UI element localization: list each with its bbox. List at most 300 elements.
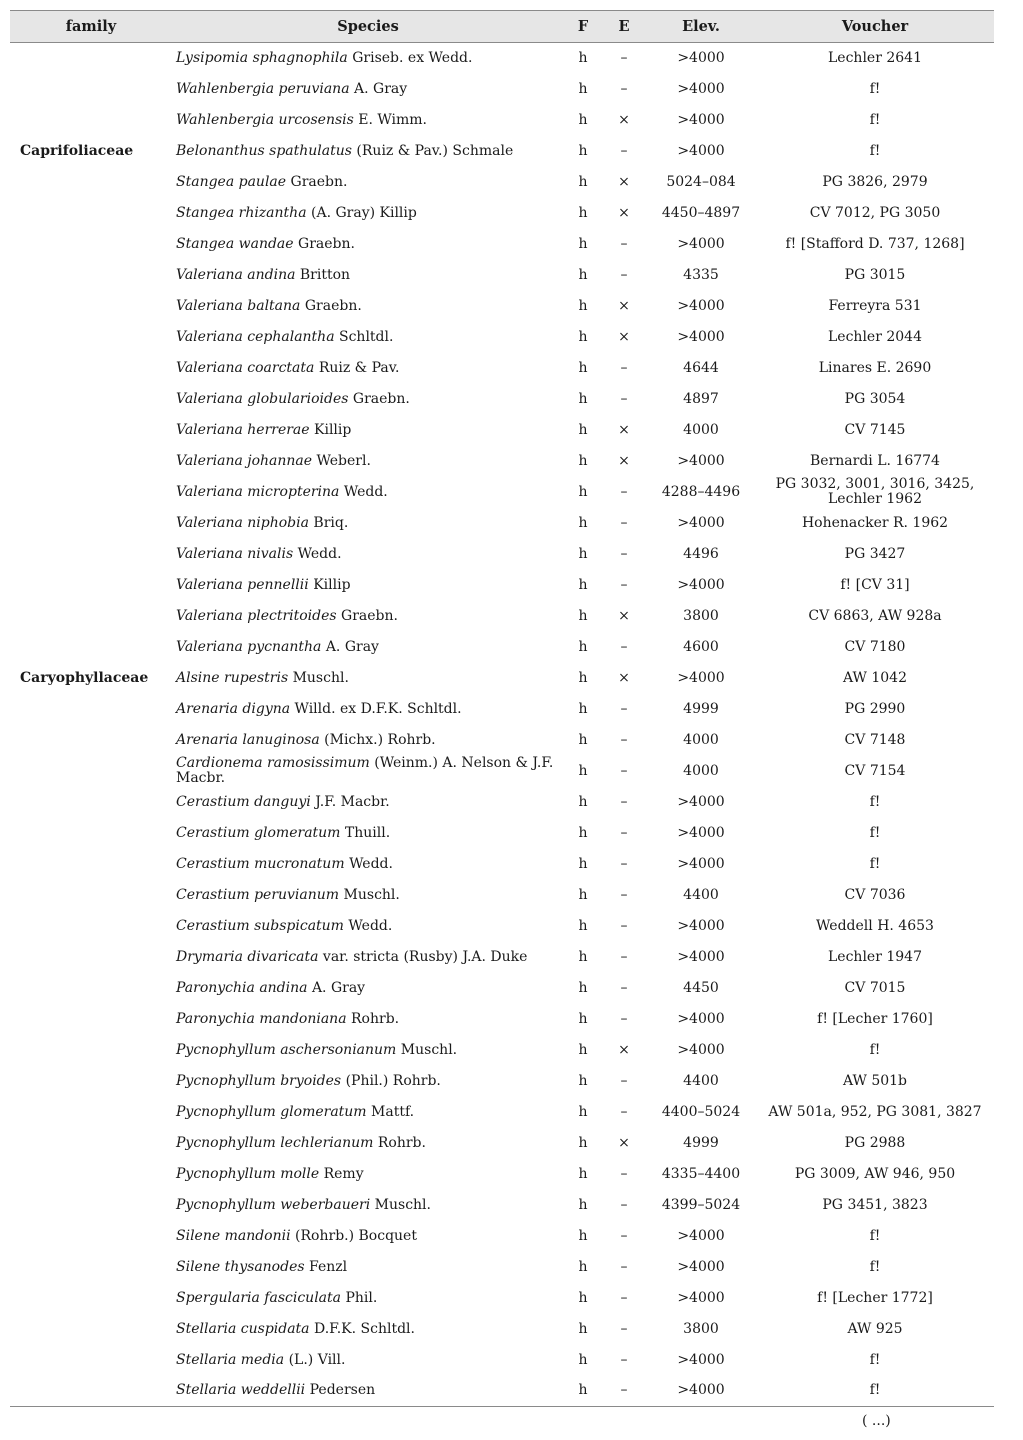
species-name: Valeriana pennellii xyxy=(176,576,309,593)
elevation-cell: 4644 xyxy=(683,359,719,376)
species-author: Muschl. xyxy=(400,1041,458,1058)
voucher-cell: Lechler 2044 xyxy=(828,328,922,345)
f-cell: h xyxy=(578,1165,588,1182)
species-cell xyxy=(172,1035,564,1066)
family-cell xyxy=(10,384,172,415)
f-cell: h xyxy=(578,390,588,407)
species-name: Valeriana andina xyxy=(176,266,296,283)
voucher-cell: CV 7180 xyxy=(844,638,906,655)
e-cell: – xyxy=(620,638,628,655)
voucher-cell: CV 7036 xyxy=(844,886,906,903)
table-row xyxy=(10,694,994,725)
e-cell: – xyxy=(620,545,628,562)
species-cell xyxy=(172,167,564,198)
species-name: Drymaria divaricata xyxy=(176,948,319,965)
family-cell: Caprifoliaceae xyxy=(20,142,134,159)
elevation-cell: >4000 xyxy=(677,297,725,314)
f-cell: h xyxy=(578,1258,588,1275)
table-header xyxy=(10,11,994,43)
species-cell xyxy=(172,1097,564,1128)
e-cell: – xyxy=(620,793,628,810)
f-cell: h xyxy=(578,1227,588,1244)
family-cell xyxy=(10,973,172,1004)
species-author: Briq. xyxy=(313,514,349,531)
elevation-cell: >4000 xyxy=(677,793,725,810)
voucher-cell: Bernardi L. 16774 xyxy=(810,452,940,469)
elevation-cell: >4000 xyxy=(677,576,725,593)
elevation-cell: 4450 xyxy=(683,979,719,996)
f-cell: h xyxy=(578,979,588,996)
e-cell: – xyxy=(620,1320,628,1337)
species-name: Silene mandonii xyxy=(176,1227,291,1244)
f-cell: h xyxy=(578,607,588,624)
table-row xyxy=(10,291,994,322)
table-row xyxy=(10,260,994,291)
f-cell: h xyxy=(578,731,588,748)
voucher-cell: f! [Lecher 1760] xyxy=(817,1010,933,1027)
table-row xyxy=(10,911,994,942)
species-name: Paronychia andina xyxy=(176,979,308,996)
family-cell xyxy=(10,570,172,601)
table-row xyxy=(10,1004,994,1035)
species-name: Stellaria cuspidata xyxy=(176,1320,310,1337)
species-author: Mattf. xyxy=(371,1103,415,1120)
species-author: J.F. Macbr. xyxy=(315,793,390,810)
voucher-cell: PG 3826, 2979 xyxy=(822,173,928,190)
family-cell xyxy=(10,1252,172,1283)
species-name: Wahlenbergia urcosensis xyxy=(176,111,354,128)
voucher-cell: f! [Stafford D. 737, 1268] xyxy=(785,235,965,252)
e-cell: – xyxy=(620,948,628,965)
f-cell: h xyxy=(578,359,588,376)
species-author: Graebn. xyxy=(290,173,348,190)
f-cell: h xyxy=(578,1289,588,1306)
e-cell: × xyxy=(618,297,630,314)
elevation-cell: >4000 xyxy=(677,948,725,965)
species-cell xyxy=(172,1190,564,1221)
species-cell xyxy=(172,415,564,446)
table-row xyxy=(10,1221,994,1252)
family-cell xyxy=(10,1066,172,1097)
f-cell: h xyxy=(578,142,588,159)
table-body xyxy=(10,43,994,1407)
voucher-cell: Lechler 2641 xyxy=(828,49,922,66)
species-name: Paronychia mandoniana xyxy=(176,1010,347,1027)
table-row xyxy=(10,818,994,849)
family-cell xyxy=(10,415,172,446)
species-name: Spergularia fasciculata xyxy=(176,1289,341,1306)
species-author: Pedersen xyxy=(309,1382,376,1399)
e-cell: × xyxy=(618,173,630,190)
voucher-cell: f! xyxy=(869,1227,881,1244)
species-author: (Phil.) Rohrb. xyxy=(345,1072,441,1089)
voucher-cell: CV 6863, AW 928a xyxy=(808,607,942,624)
species-cell xyxy=(172,849,564,880)
species-cell xyxy=(172,446,564,477)
species-name: Alsine rupestris xyxy=(176,669,289,686)
f-cell: h xyxy=(578,49,588,66)
family-cell xyxy=(10,1159,172,1190)
species-name: Cerastium peruvianum xyxy=(176,886,340,903)
table-row xyxy=(10,1097,994,1128)
elevation-cell: >4000 xyxy=(677,49,725,66)
f-cell: h xyxy=(578,762,588,779)
voucher-cell: PG 3032, 3001, 3016, 3425, Lechler 1962 xyxy=(775,476,975,507)
header-family: family xyxy=(10,11,172,43)
species-name: Valeriana johannae xyxy=(176,452,313,469)
species-name: Cerastium mucronatum xyxy=(176,855,345,872)
e-cell: – xyxy=(602,1376,646,1407)
e-cell: – xyxy=(620,824,628,841)
species-cell xyxy=(172,1376,564,1407)
elevation-cell: 4600 xyxy=(683,638,719,655)
species-author: Wedd. xyxy=(343,483,388,500)
species-cell xyxy=(172,632,564,663)
elevation-cell: 4400–5024 xyxy=(661,1103,741,1120)
species-cell xyxy=(172,43,564,74)
species-author: (L.) Vill. xyxy=(288,1351,346,1368)
e-cell: × xyxy=(618,669,630,686)
species-cell xyxy=(172,880,564,911)
species-name: Valeriana coarctata xyxy=(176,359,315,376)
family-cell xyxy=(10,880,172,911)
table-row xyxy=(10,508,994,539)
species-cell xyxy=(172,1314,564,1345)
voucher-cell: f! xyxy=(756,1376,994,1407)
species-cell xyxy=(172,136,564,167)
voucher-cell: PG 3015 xyxy=(844,266,906,283)
voucher-cell: CV 7148 xyxy=(844,731,906,748)
voucher-cell: PG 3427 xyxy=(844,545,906,562)
e-cell: × xyxy=(618,1134,630,1151)
species-cell xyxy=(172,756,564,787)
species-author: D.F.K. Schltdl. xyxy=(314,1320,415,1337)
voucher-cell: Hohenacker R. 1962 xyxy=(801,514,949,531)
family-cell xyxy=(10,43,172,74)
f-cell: h xyxy=(578,235,588,252)
species-name: Arenaria lanuginosa xyxy=(176,731,320,748)
elevation-cell: 4496 xyxy=(683,545,719,562)
family-cell xyxy=(10,1190,172,1221)
table-row xyxy=(10,601,994,632)
elevation-cell: >4000 xyxy=(677,80,725,97)
voucher-cell: PG 3009, AW 946, 950 xyxy=(794,1165,956,1182)
f-cell: h xyxy=(578,1010,588,1027)
table-row xyxy=(10,539,994,570)
species-cell xyxy=(172,105,564,136)
continued-indicator: ( ...) xyxy=(862,1413,891,1429)
e-cell: – xyxy=(620,979,628,996)
f-cell: h xyxy=(564,1376,602,1407)
species-author: Rohrb. xyxy=(351,1010,400,1027)
table-row xyxy=(10,725,994,756)
species-cell xyxy=(172,1221,564,1252)
header-e: E xyxy=(602,11,646,43)
table-row xyxy=(10,1066,994,1097)
voucher-cell: Weddell H. 4653 xyxy=(816,917,934,934)
voucher-cell: CV 7015 xyxy=(844,979,906,996)
species-name: Pycnophyllum lechlerianum xyxy=(176,1134,374,1151)
elevation-cell: >4000 xyxy=(677,1351,725,1368)
species-cell xyxy=(172,1159,564,1190)
elevation-cell: >4000 xyxy=(677,111,725,128)
family-cell xyxy=(10,74,172,105)
species-author: Weberl. xyxy=(316,452,371,469)
species-cell xyxy=(172,911,564,942)
species-author: Ruiz & Pav. xyxy=(318,359,400,376)
table-row xyxy=(10,446,994,477)
e-cell: – xyxy=(620,1103,628,1120)
species-author: Killip xyxy=(313,576,351,593)
table-row xyxy=(10,322,994,353)
elevation-cell: 4999 xyxy=(683,700,719,717)
voucher-cell: f! xyxy=(869,824,881,841)
family-cell xyxy=(10,725,172,756)
table-row xyxy=(10,43,994,74)
table-row xyxy=(10,229,994,260)
species-author: Graebn. xyxy=(298,235,355,252)
elevation-cell: 4335 xyxy=(683,266,719,283)
species-cell xyxy=(172,787,564,818)
species-author: Rohrb. xyxy=(377,1134,426,1151)
f-cell: h xyxy=(578,80,588,97)
table-row xyxy=(10,1345,994,1376)
e-cell: – xyxy=(620,917,628,934)
e-cell: × xyxy=(618,421,630,438)
voucher-cell: f! [CV 31] xyxy=(840,576,910,593)
e-cell: – xyxy=(620,235,628,252)
species-table xyxy=(10,10,994,1407)
f-cell: h xyxy=(578,948,588,965)
species-name: Valeriana globularioides xyxy=(176,390,349,407)
header-f: F xyxy=(564,11,602,43)
family-cell: Caryophyllaceae xyxy=(20,669,149,686)
species-name: Arenaria digyna xyxy=(176,700,291,717)
table-row xyxy=(10,1159,994,1190)
elevation-cell: >4000 xyxy=(677,328,725,345)
e-cell: – xyxy=(620,1072,628,1089)
e-cell: – xyxy=(620,1351,628,1368)
species-author: Schltdl. xyxy=(339,328,394,345)
species-cell xyxy=(172,1283,564,1314)
voucher-cell: AW 1042 xyxy=(842,669,907,686)
elevation-cell: >4000 xyxy=(677,514,725,531)
family-cell xyxy=(10,942,172,973)
elevation-cell: 4000 xyxy=(683,762,719,779)
family-cell xyxy=(10,260,172,291)
f-cell: h xyxy=(578,1320,588,1337)
voucher-cell: CV 7154 xyxy=(844,762,906,779)
family-cell xyxy=(10,229,172,260)
e-cell: – xyxy=(620,576,628,593)
table-row xyxy=(10,1035,994,1066)
f-cell: h xyxy=(578,638,588,655)
table-row xyxy=(10,973,994,1004)
species-name: Stangea paulae xyxy=(176,173,287,190)
f-cell: h xyxy=(578,204,588,221)
elevation-cell: >4000 xyxy=(677,1258,725,1275)
species-name: Valeriana plectritoides xyxy=(176,607,337,624)
table-row xyxy=(10,570,994,601)
voucher-cell: CV 7145 xyxy=(844,421,906,438)
f-cell: h xyxy=(578,421,588,438)
e-cell: – xyxy=(620,731,628,748)
f-cell: h xyxy=(578,328,588,345)
species-author: Phil. xyxy=(345,1289,378,1306)
family-cell xyxy=(10,446,172,477)
e-cell: – xyxy=(620,80,628,97)
e-cell: – xyxy=(620,483,628,500)
species-cell xyxy=(172,229,564,260)
species-cell xyxy=(172,477,564,508)
voucher-cell: PG 3054 xyxy=(844,390,906,407)
elevation-cell: >4000 xyxy=(677,917,725,934)
voucher-cell: AW 501b xyxy=(842,1072,908,1089)
species-name: Stangea wandae xyxy=(176,235,294,252)
header-voucher: Voucher xyxy=(756,11,994,43)
species-cell xyxy=(172,973,564,1004)
elevation-cell: 3800 xyxy=(683,1320,719,1337)
e-cell: – xyxy=(620,1196,628,1213)
elevation-cell: 4400 xyxy=(683,1072,719,1089)
species-author: Remy xyxy=(323,1165,364,1182)
f-cell: h xyxy=(578,514,588,531)
header-species: Species xyxy=(172,11,564,43)
family-cell xyxy=(10,198,172,229)
species-name: Pycnophyllum glomeratum xyxy=(176,1103,367,1120)
species-author: Griseb. ex Wedd. xyxy=(352,49,473,66)
e-cell: – xyxy=(620,1289,628,1306)
species-author: Thuill. xyxy=(344,824,391,841)
f-cell: h xyxy=(578,824,588,841)
species-name: Valeriana pycnantha xyxy=(176,638,322,655)
species-name: Stellaria media xyxy=(176,1351,285,1368)
header-row xyxy=(10,11,994,43)
table-row xyxy=(10,415,994,446)
table-row xyxy=(10,1190,994,1221)
species-cell xyxy=(172,694,564,725)
f-cell: h xyxy=(578,452,588,469)
e-cell: × xyxy=(618,607,630,624)
table-row xyxy=(10,167,994,198)
table-row xyxy=(10,1314,994,1345)
table-row xyxy=(10,849,994,880)
table-row xyxy=(10,663,994,694)
f-cell: h xyxy=(578,111,588,128)
species-author: A. Gray xyxy=(354,80,408,97)
species-cell xyxy=(172,663,564,694)
species-author: Graebn. xyxy=(304,297,362,314)
species-table-container xyxy=(10,10,994,1407)
f-cell: h xyxy=(578,576,588,593)
species-author: Muschl. xyxy=(292,669,349,686)
species-author: A. Gray xyxy=(311,979,366,996)
species-author: A. Gray xyxy=(325,638,379,655)
table-row xyxy=(10,353,994,384)
elevation-cell: 4399–5024 xyxy=(661,1196,741,1213)
f-cell: h xyxy=(578,545,588,562)
f-cell: h xyxy=(578,700,588,717)
elevation-cell: >4000 xyxy=(677,1010,725,1027)
species-author: Wedd. xyxy=(349,855,393,872)
family-cell xyxy=(10,756,172,787)
species-author: (Rohrb.) Bocquet xyxy=(295,1227,417,1244)
family-cell xyxy=(10,601,172,632)
species-author: Graebn. xyxy=(352,390,410,407)
species-name: Valeriana cephalantha xyxy=(176,328,335,345)
elevation-cell: >4000 xyxy=(677,452,725,469)
voucher-cell: AW 925 xyxy=(847,1320,903,1337)
e-cell: – xyxy=(620,886,628,903)
voucher-cell: f! xyxy=(869,80,881,97)
voucher-cell: f! xyxy=(869,111,881,128)
elevation-cell: >4000 xyxy=(677,1041,725,1058)
species-cell xyxy=(172,260,564,291)
table-row xyxy=(10,1376,994,1407)
species-author: E. Wimm. xyxy=(358,111,428,128)
species-author: (A. Gray) Killip xyxy=(311,204,417,221)
table-row xyxy=(10,1283,994,1314)
species-cell xyxy=(172,198,564,229)
species-cell xyxy=(172,384,564,415)
species-author: Muschl. xyxy=(343,886,400,903)
family-cell xyxy=(10,105,172,136)
elevation-cell: >4000 xyxy=(677,824,725,841)
voucher-cell: f! xyxy=(869,793,881,810)
f-cell: h xyxy=(578,483,588,500)
table-row xyxy=(10,756,994,787)
table-row xyxy=(10,477,994,508)
e-cell: – xyxy=(620,390,628,407)
species-name: Cerastium glomeratum xyxy=(176,824,341,841)
f-cell: h xyxy=(578,173,588,190)
family-cell xyxy=(10,1128,172,1159)
f-cell: h xyxy=(578,266,588,283)
e-cell: – xyxy=(620,855,628,872)
table-row xyxy=(10,1252,994,1283)
table-row xyxy=(10,632,994,663)
species-author: Wedd. xyxy=(297,545,342,562)
species-author: Britton xyxy=(299,266,351,283)
family-cell xyxy=(10,1376,172,1407)
elevation-cell: >4000 xyxy=(677,855,725,872)
family-cell xyxy=(10,508,172,539)
f-cell: h xyxy=(578,669,588,686)
table-row xyxy=(10,384,994,415)
e-cell: – xyxy=(620,1258,628,1275)
species-cell xyxy=(172,942,564,973)
species-name: Cardionema ramosissimum xyxy=(176,755,370,771)
family-cell xyxy=(10,539,172,570)
voucher-cell: Ferreyra 531 xyxy=(828,297,922,314)
elevation-cell: >4000 xyxy=(677,1289,725,1306)
voucher-cell: PG 2988 xyxy=(844,1134,906,1151)
species-name: Valeriana baltana xyxy=(176,297,301,314)
f-cell: h xyxy=(578,793,588,810)
species-name: Valeriana niphobia xyxy=(176,514,309,531)
species-author: Fenzl xyxy=(309,1258,348,1275)
f-cell: h xyxy=(578,1196,588,1213)
e-cell: – xyxy=(620,266,628,283)
species-cell xyxy=(172,570,564,601)
elevation-cell: 5024–084 xyxy=(666,173,736,190)
species-author: (Ruiz & Pav.) Schmale xyxy=(356,142,514,159)
species-name: Stangea rhizantha xyxy=(176,204,307,221)
family-cell xyxy=(10,291,172,322)
species-name: Pycnophyllum weberbaueri xyxy=(176,1196,371,1213)
voucher-cell: PG 2990 xyxy=(844,700,906,717)
family-cell xyxy=(10,1097,172,1128)
